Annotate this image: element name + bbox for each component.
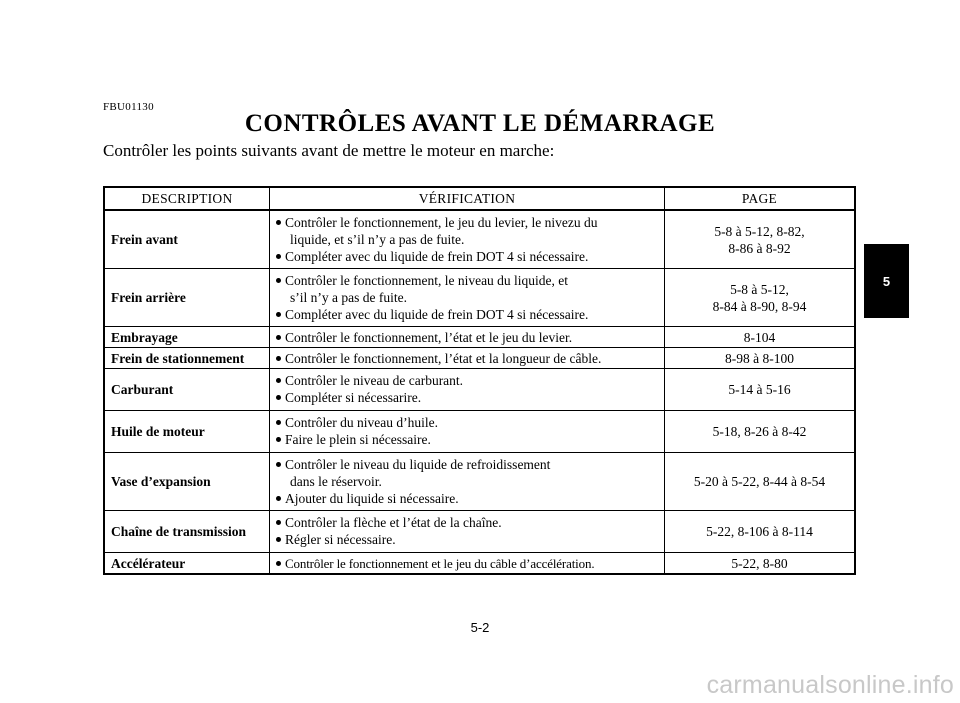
- check-item: Contrôler le fonctionnement, l’état et le jeu du levier.: [276, 329, 658, 346]
- table-row: [104, 369, 855, 411]
- row-description: Chaîne de transmission: [104, 511, 270, 553]
- check-item: Contrôler le fonctionnement, le niveau du liquide, et: [276, 272, 658, 289]
- row-checks: [270, 348, 665, 369]
- row-page-ref: 5-20 à 5-22, 8-44 à 8-54: [665, 453, 856, 511]
- pre-start-checks-table: [103, 186, 856, 575]
- check-item: Compléter avec du liquide de frein DOT 4 si nécessaire.: [276, 306, 658, 323]
- check-item: Contrôler du niveau d’huile.: [276, 414, 658, 431]
- row-checks: [270, 269, 665, 327]
- header-description: DESCRIPTION: [104, 187, 270, 210]
- watermark: carmanualsonline.info: [706, 671, 954, 699]
- document-code: FBU01130: [103, 101, 154, 113]
- check-item: Contrôler le fonctionnement et le jeu du câble d’accélération.: [276, 555, 658, 572]
- check-item: Compléter avec du liquide de frein DOT 4 si nécessaire.: [276, 248, 658, 265]
- row-page-ref: 5-18, 8-26 à 8-42: [665, 411, 856, 453]
- row-page-ref: 5-22, 8-80: [665, 553, 856, 575]
- check-item: Régler si nécessaire.: [276, 531, 658, 548]
- row-description: Frein arrière: [104, 269, 270, 327]
- row-description: Carburant: [104, 369, 270, 411]
- table-row: [104, 453, 855, 511]
- row-checks: [270, 511, 665, 553]
- row-description: Vase d’expansion: [104, 453, 270, 511]
- intro-text: Contrôler les points suivants avant de mettre le moteur en marche:: [103, 141, 555, 160]
- check-item-continuation: s’il n’y a pas de fuite.: [290, 290, 407, 305]
- table-row: [104, 269, 855, 327]
- row-page-ref: 5-8 à 5-12, 8-82, 8-86 à 8-92: [665, 210, 856, 269]
- check-item: Contrôler le fonctionnement, l’état et la longueur de câble.: [276, 350, 658, 367]
- row-description: Huile de moteur: [104, 411, 270, 453]
- table-row: [104, 553, 855, 575]
- section-tab: 5: [864, 244, 909, 318]
- row-description: Embrayage: [104, 327, 270, 348]
- check-item: Ajouter du liquide si nécessaire.: [276, 490, 658, 507]
- row-checks: [270, 327, 665, 348]
- row-page-ref: 5-8 à 5-12, 8-84 à 8-90, 8-94: [665, 269, 856, 327]
- row-page-ref: 5-14 à 5-16: [665, 369, 856, 411]
- row-description: Accélérateur: [104, 553, 270, 575]
- row-checks: [270, 453, 665, 511]
- header-verification: VÉRIFICATION: [270, 187, 665, 210]
- page-number: 5-2: [470, 620, 490, 635]
- check-item: Faire le plein si nécessaire.: [276, 431, 658, 448]
- row-description: Frein avant: [104, 210, 270, 269]
- row-checks: [270, 369, 665, 411]
- row-checks: [270, 210, 665, 269]
- row-page-ref: 8-104: [665, 327, 856, 348]
- check-item: Contrôler le niveau du liquide de refroidissement: [276, 456, 658, 473]
- check-item: Contrôler le fonctionnement, le jeu du levier, le nivezu du: [276, 214, 658, 231]
- page-title: CONTRÔLES AVANT LE DÉMARRAGE: [244, 110, 716, 137]
- check-item: Contrôler la flèche et l’état de la chaîne.: [276, 514, 658, 531]
- table-header-row: [104, 187, 855, 210]
- check-item-continuation: liquide, et s’il n’y a pas de fuite.: [290, 232, 465, 247]
- check-item-continuation: dans le réservoir.: [290, 474, 382, 489]
- table-row: [104, 210, 855, 269]
- row-page-ref: 8-98 à 8-100: [665, 348, 856, 369]
- header-page: PAGE: [665, 187, 856, 210]
- row-checks: [270, 411, 665, 453]
- row-description: Frein de stationnement: [104, 348, 270, 369]
- table-row: [104, 348, 855, 369]
- table-row: [104, 511, 855, 553]
- table-row: [104, 411, 855, 453]
- table-row: [104, 327, 855, 348]
- row-page-ref: 5-22, 8-106 à 8-114: [665, 511, 856, 553]
- check-item: Compléter si nécessarire.: [276, 389, 658, 406]
- row-checks: [270, 553, 665, 575]
- check-item: Contrôler le niveau de carburant.: [276, 372, 658, 389]
